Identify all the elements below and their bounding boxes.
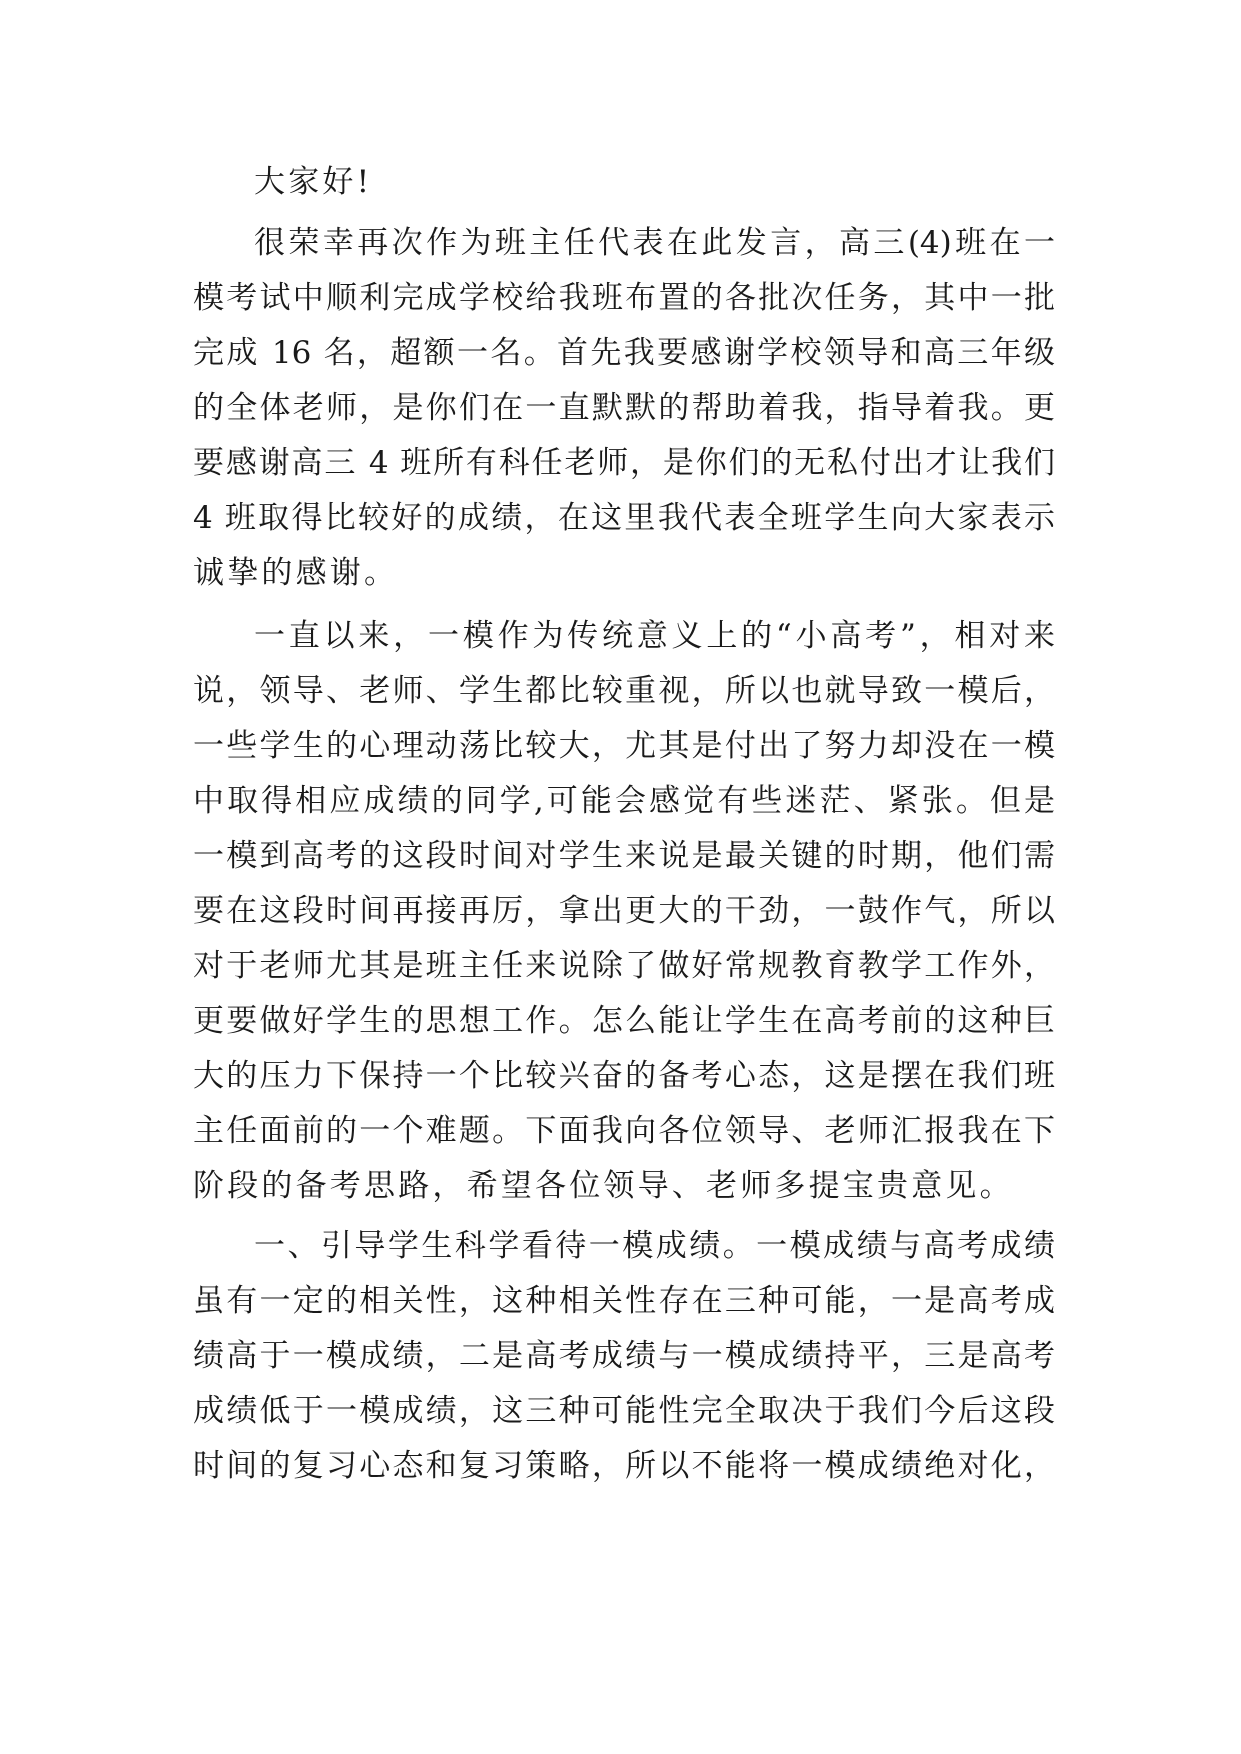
greeting-line: 大家好! — [254, 164, 373, 200]
paragraph-2-line-11: 阶段的备考思路，希望各位领导、老师多提宝贵意见。 — [193, 1168, 1014, 1204]
paragraph-2-line-10: 主任面前的一个难题。下面我向各位领导、老师汇报我在下 — [193, 1113, 1055, 1149]
paragraph-3-line-4: 成绩低于一模成绩，这三种可能性完全取决于我们今后这段 — [193, 1393, 1055, 1429]
paragraph-1-line-7: 诚挚的感谢。 — [193, 555, 399, 591]
paragraph-2-line-3: 一些学生的心理动荡比较大，尤其是付出了努力却没在一模 — [193, 728, 1055, 764]
paragraph-2-line-7: 对于老师尤其是班主任来说除了做好常规教育教学工作外， — [193, 948, 1055, 984]
paragraph-3-line-3: 绩高于一模成绩，二是高考成绩与一模成绩持平，三是高考 — [193, 1338, 1055, 1374]
paragraph-2-line-4: 中取得相应成绩的同学,可能会感觉有些迷茫、紧张。但是 — [193, 783, 1055, 819]
paragraph-1-line-5: 要感谢高三 4 班所有科任老师，是你们的无私付出才让我们 — [193, 445, 1055, 481]
paragraph-2-line-9: 大的压力下保持一个比较兴奋的备考心态，这是摆在我们班 — [193, 1058, 1055, 1094]
paragraph-1-line-4: 的全体老师，是你们在一直默默的帮助着我，指导着我。更 — [193, 390, 1055, 426]
paragraph-2-line-8: 更要做好学生的思想工作。怎么能让学生在高考前的这种巨 — [193, 1003, 1055, 1039]
paragraph-3-line-2: 虽有一定的相关性，这种相关性存在三种可能，一是高考成 — [193, 1283, 1055, 1319]
paragraph-3-line-1: 一、引导学生科学看待一模成绩。一模成绩与高考成绩 — [254, 1228, 1055, 1264]
paragraph-2-line-2: 说，领导、老师、学生都比较重视，所以也就导致一模后， — [193, 673, 1055, 709]
paragraph-2-line-1: 一直以来，一模作为传统意义上的“小高考”，相对来 — [254, 618, 1055, 654]
paragraph-1-line-1: 很荣幸再次作为班主任代表在此发言，高三(4)班在一 — [254, 225, 1055, 261]
paragraph-2-line-5: 一模到高考的这段时间对学生来说是最关键的时期，他们需 — [193, 838, 1055, 874]
paragraph-1-line-2: 模考试中顺利完成学校给我班布置的各批次任务，其中一批 — [193, 280, 1055, 316]
paragraph-2-line-6: 要在这段时间再接再厉，拿出更大的干劲，一鼓作气，所以 — [193, 893, 1055, 929]
paragraph-3-line-5: 时间的复习心态和复习策略，所以不能将一模成绩绝对化， — [193, 1448, 1055, 1484]
paragraph-1-line-3: 完成 16 名，超额一名。首先我要感谢学校领导和高三年级 — [193, 335, 1055, 371]
paragraph-1-line-6: 4 班取得比较好的成绩，在这里我代表全班学生向大家表示 — [193, 500, 1055, 536]
